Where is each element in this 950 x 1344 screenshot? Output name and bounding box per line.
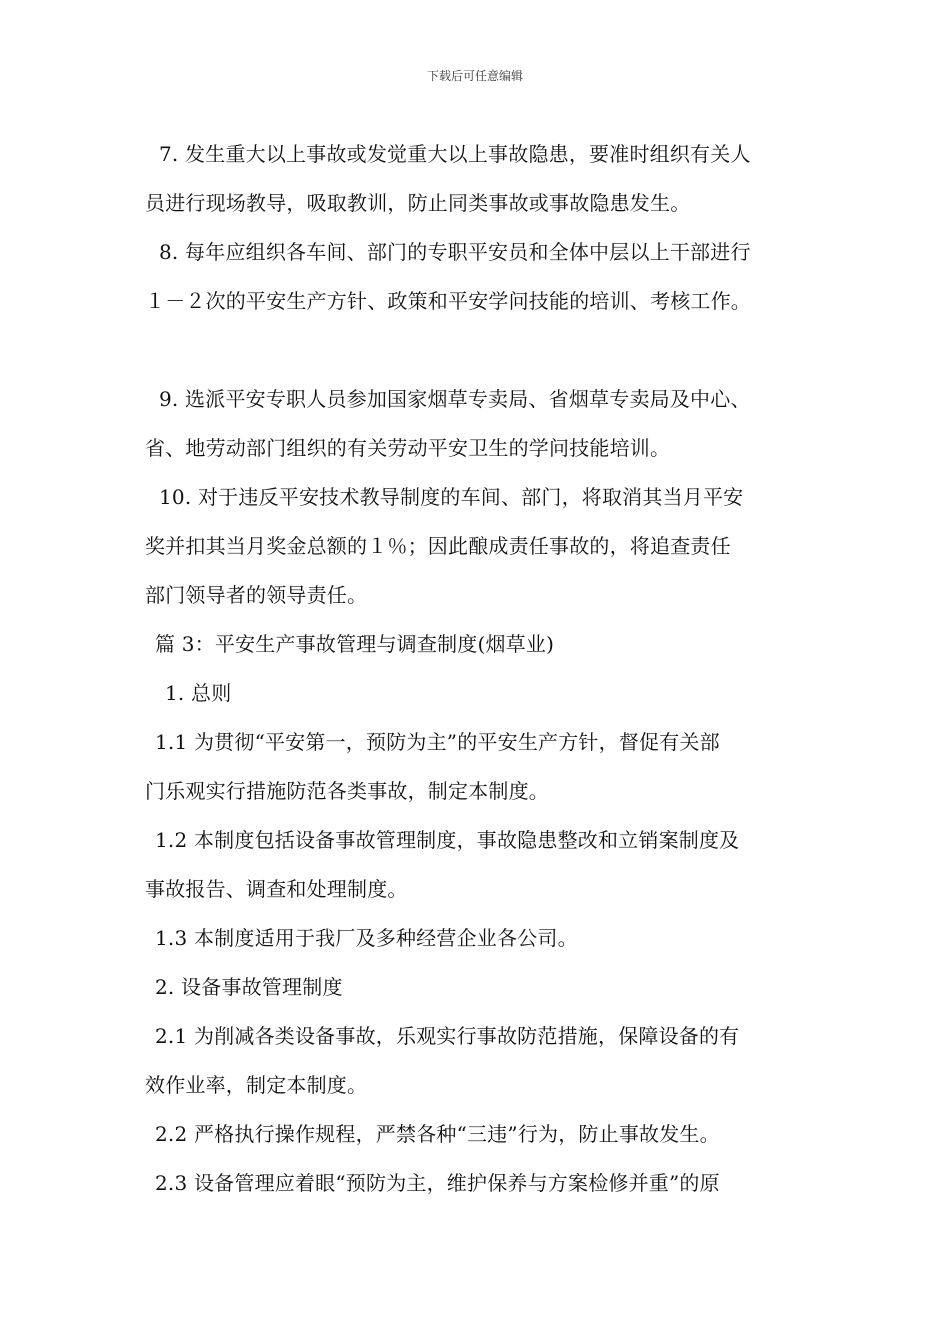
paragraph-line: 2.1 为削减各类设备事故，乐观实行事故防范措施，保障设备的有 <box>155 1024 740 1048</box>
paragraph-line: 效作业率，制定本制度。 <box>145 1073 368 1097</box>
paragraph-line: 7. 发生重大以上事故或发觉重大以上事故隐患，要准时组织有关人 <box>159 142 751 166</box>
paragraph-gap <box>145 326 825 375</box>
paragraph-line: 门乐观实行措施防范各类事故，制定本制度。 <box>145 779 549 803</box>
paragraph-line: 9. 选派平安专职人员参加国家烟草专卖局、省烟草专卖局及中心、 <box>159 387 751 411</box>
document-body <box>145 130 825 1208</box>
paragraph-line: 1.2 本制度包括设备事故管理制度，事故隐患整改和立销案制度及 <box>155 828 740 852</box>
paragraph-line: 2.2 严格执行操作规程，严禁各种“三违”行为，防止事故发生。 <box>155 1122 720 1146</box>
paragraph-line: 员进行现场教导，吸取教训，防止同类事故或事故隐患发生。 <box>145 191 691 215</box>
subsection-heading: 1. 总则 <box>165 681 232 705</box>
paragraph-line: 事故报告、调查和处理制度。 <box>145 877 408 901</box>
paragraph-line: 奖并扣其当月奖金总额的１％；因此酿成责任事故的，将追查责任 <box>145 534 731 558</box>
paragraph-line: 1.3 本制度适用于我厂及多种经营企业各公司。 <box>155 926 578 950</box>
paragraph-line: 10. 对于违反平安技术教导制度的车间、部门，将取消其当月平安 <box>159 485 744 509</box>
paragraph-line: 部门领导者的领导责任。 <box>145 583 368 607</box>
section-heading: 篇 3：平安生产事故管理与调查制度(烟草业) <box>155 632 555 656</box>
paragraph-line: 省、地劳动部门组织的有关劳动平安卫生的学问技能培训。 <box>145 436 671 460</box>
paragraph-line: 1.1 为贯彻“平安第一，预防为主”的平安生产方针，督促有关部 <box>155 730 720 754</box>
paragraph-line: 8. 每年应组织各车间、部门的专职平安员和全体中层以上干部进行 <box>159 240 751 264</box>
paragraph-line: １－２次的平安生产方针、政策和平安学问技能的培训、考核工作。 <box>145 289 751 313</box>
subsection-heading: 2. 设备事故管理制度 <box>155 975 343 999</box>
paragraph-line: 2.3 设备管理应着眼“预防为主，维护保养与方案检修并重”的原 <box>155 1171 720 1195</box>
page-header-note: 下载后可任意编辑 <box>426 69 523 83</box>
